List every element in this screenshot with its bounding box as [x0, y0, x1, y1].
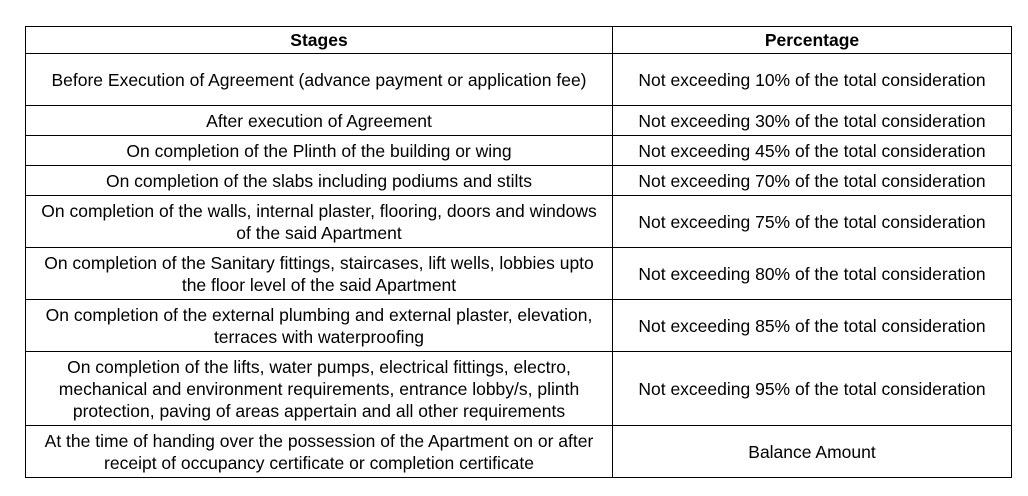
- table-row: [26, 54, 1012, 106]
- table-row: [26, 426, 1012, 478]
- percentage-cell: Not exceeding 80% of the total consideration: [613, 248, 1012, 300]
- percentage-column-header: Percentage: [613, 27, 1012, 54]
- percentage-cell: Not exceeding 85% of the total consideration: [613, 300, 1012, 352]
- table-header-row: [26, 27, 1012, 54]
- stages-column-header: Stages: [26, 27, 613, 54]
- table-row: [26, 352, 1012, 426]
- stage-cell: Before Execution of Agreement (advance payment or application fee): [26, 54, 613, 106]
- table-row: [26, 300, 1012, 352]
- stage-cell: On completion of the external plumbing and external plaster, elevation, terraces with waterproofing: [26, 300, 613, 352]
- percentage-cell: Not exceeding 95% of the total consideration: [613, 352, 1012, 426]
- stage-cell: On completion of the lifts, water pumps, electrical fittings, electro, mechanical and environment requirements, entrance lobby/s, plinth protection, paving of areas appertain and all other requirements: [26, 352, 613, 426]
- stage-cell: On completion of the Sanitary fittings, staircases, lift wells, lobbies upto the floor level of the said Apartment: [26, 248, 613, 300]
- percentage-cell: Not exceeding 75% of the total consideration: [613, 196, 1012, 248]
- percentage-cell: Balance Amount: [613, 426, 1012, 478]
- stage-cell: At the time of handing over the possession of the Apartment on or after receipt of occupancy certificate or completion certificate: [26, 426, 613, 478]
- table-row: [26, 106, 1012, 136]
- percentage-cell: Not exceeding 30% of the total consideration: [613, 106, 1012, 136]
- stage-cell: On completion of the Plinth of the building or wing: [26, 136, 613, 166]
- percentage-cell: Not exceeding 10% of the total consideration: [613, 54, 1012, 106]
- table-row: [26, 166, 1012, 196]
- table-row: [26, 248, 1012, 300]
- table-row: [26, 196, 1012, 248]
- stage-cell: On completion of the slabs including podiums and stilts: [26, 166, 613, 196]
- percentage-cell: Not exceeding 70% of the total consideration: [613, 166, 1012, 196]
- stage-cell: After execution of Agreement: [26, 106, 613, 136]
- payment-stages-table: [25, 26, 1012, 478]
- table-row: [26, 136, 1012, 166]
- stage-cell: On completion of the walls, internal plaster, flooring, doors and windows of the said Apartment: [26, 196, 613, 248]
- percentage-cell: Not exceeding 45% of the total consideration: [613, 136, 1012, 166]
